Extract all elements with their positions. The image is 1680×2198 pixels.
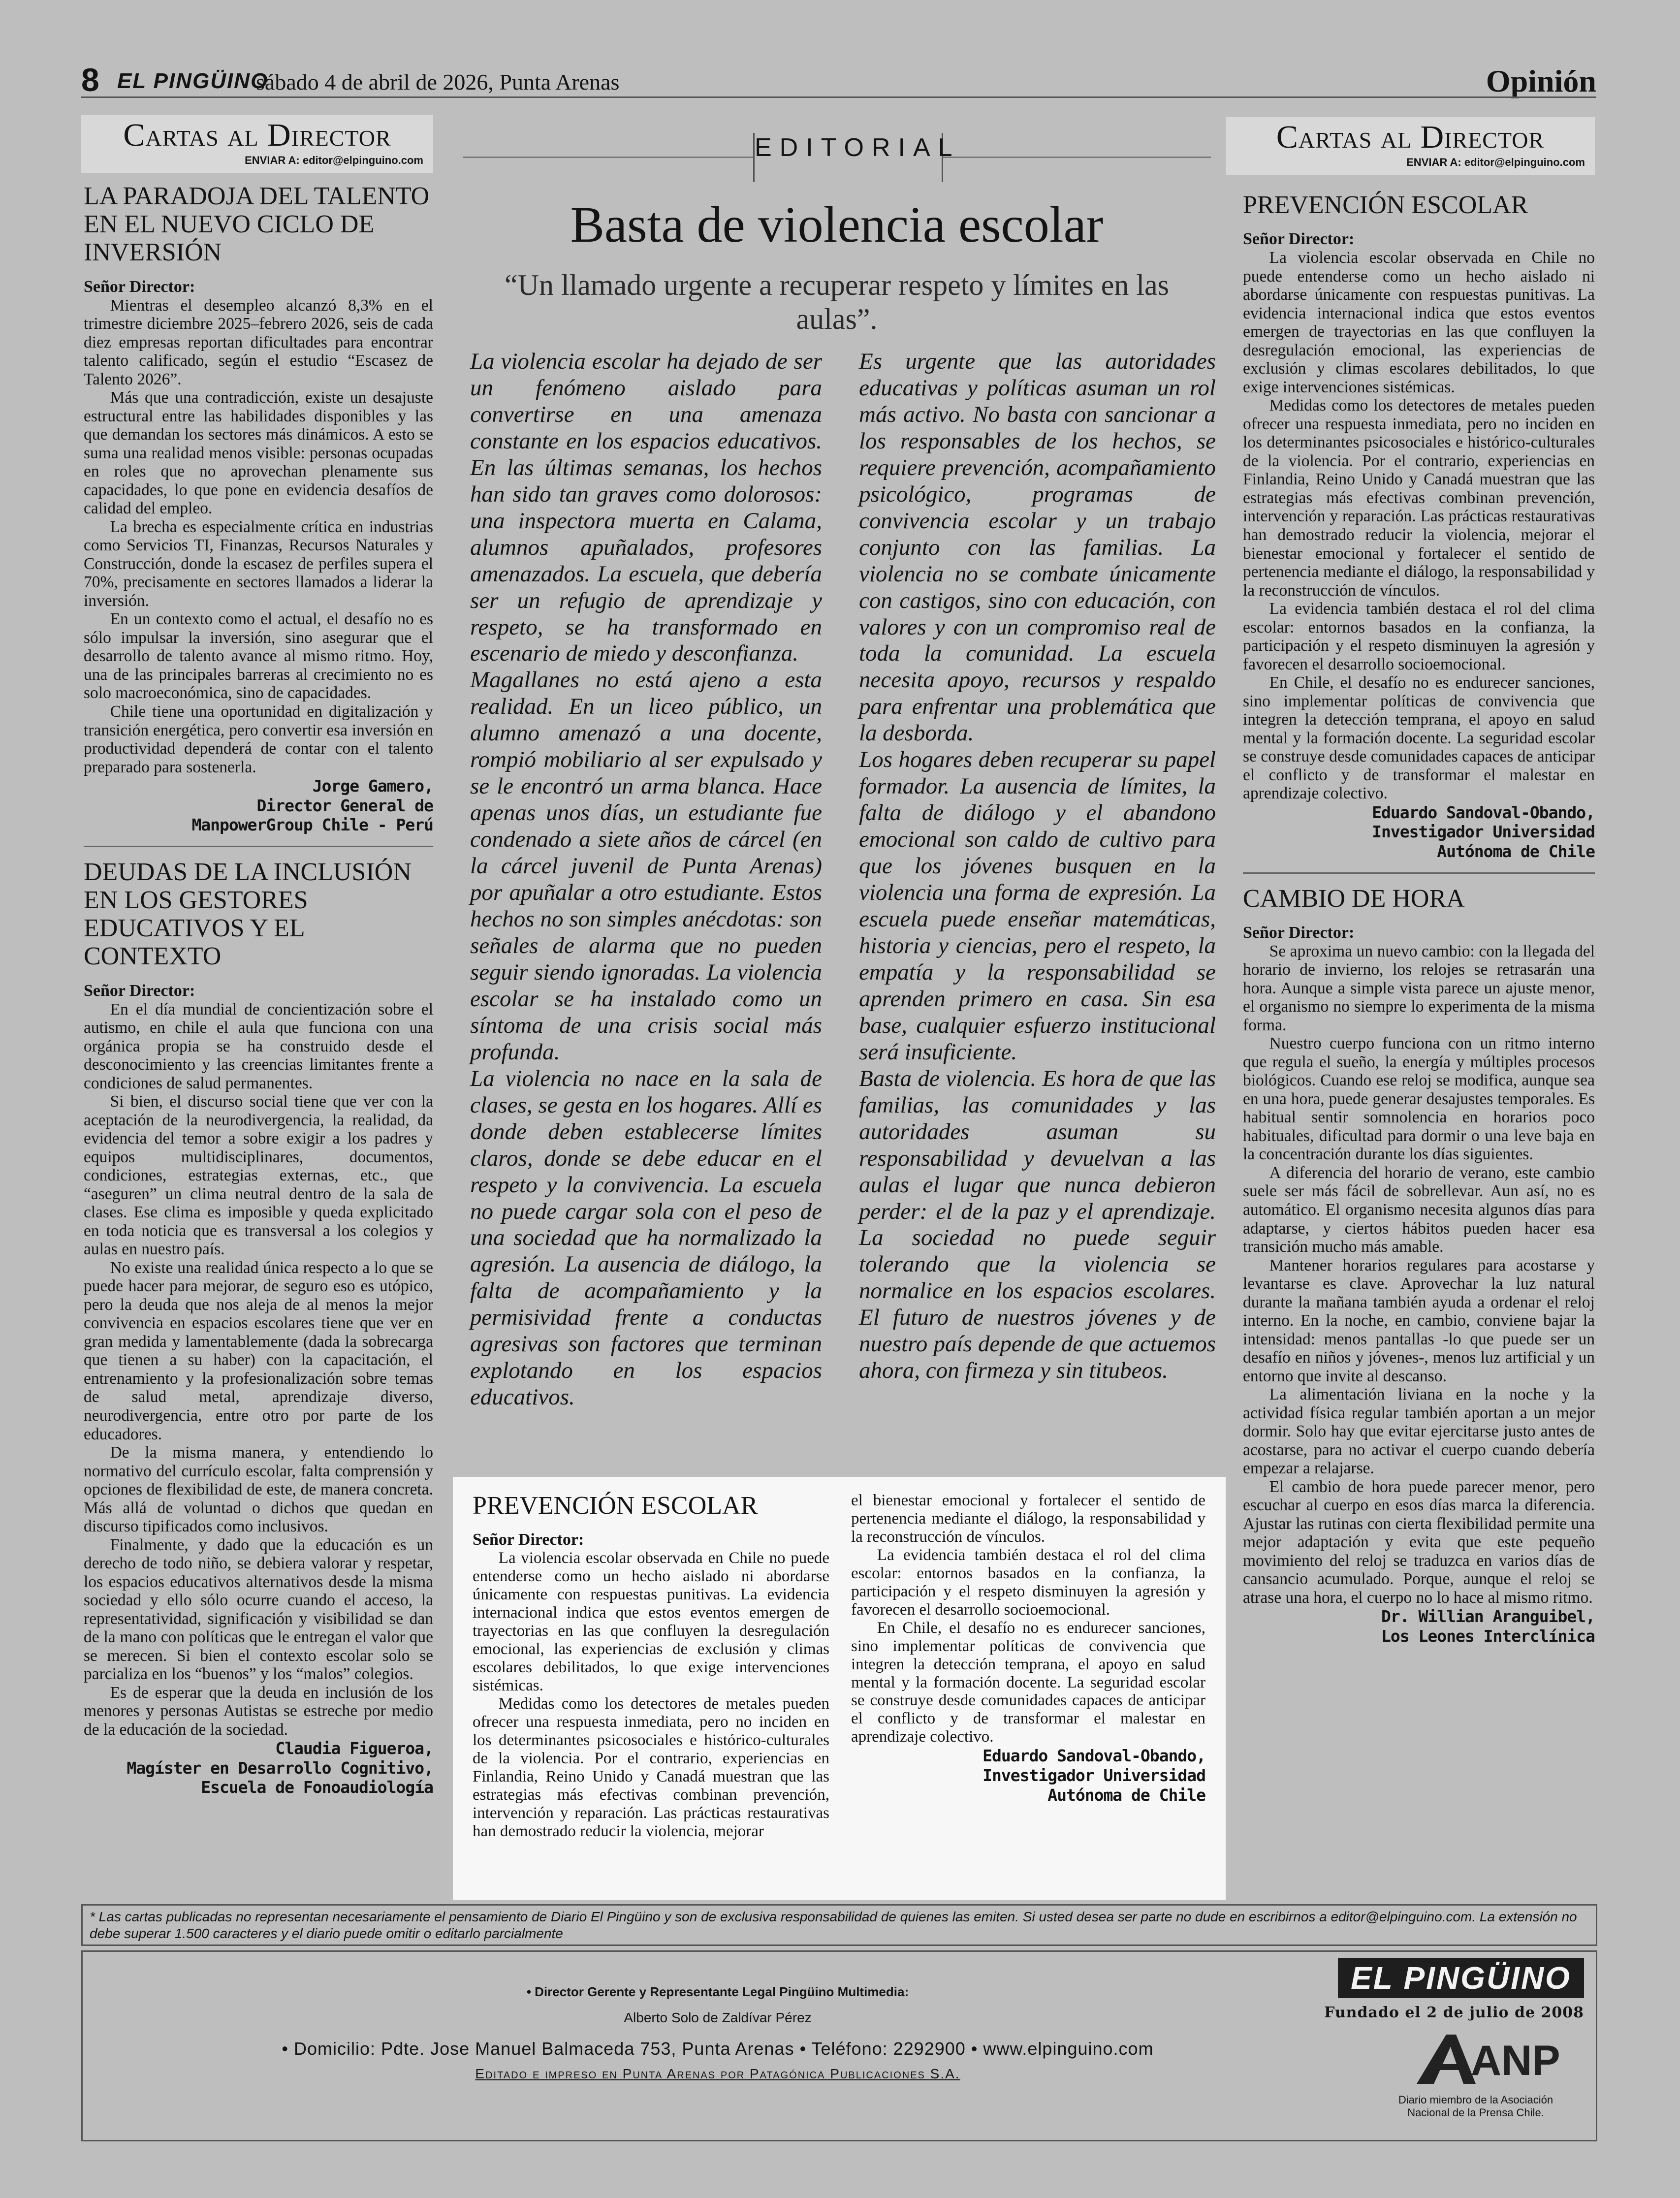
editorial-paragraph: La violencia no nace en la sala de clases, se gesta en los hogares. Allí es donde deben establecerse límites claros, donde se debe educar en el respeto y la convivencia. La escuela no puede cargar sola con el peso de una sociedad que ha normalizado la agresión. La ausencia de diálogo, la falta de acompañamiento y la permisividad frente a conductas agresivas son factores que terminan explotando en los espacios educativos.: [470, 1065, 822, 1410]
letter-salutation: Señor Director:: [84, 981, 195, 1000]
right-letters-column: [1243, 191, 1595, 1646]
inset-paragraph: La violencia escolar observada en Chile no puede entenderse como un hecho aislado ni abordarse únicamente con respuestas punitivas. La evidencia internacional indica que estos eventos emergen de trayectorias en las que confluyen la desregulación emocional, las experiencias de exclusión y climas escolares debilitados, lo que exige intervenciones sistémicas.: [473, 1549, 829, 1694]
letter-title: CAMBIO DE HORA: [1243, 884, 1465, 913]
inset-paragraph: el bienestar emocional y fortalecer el sentido de pertenencia mediante el diálogo, la responsabilidad y la reconstrucción de vínculos.: [851, 1492, 1205, 1546]
inset-paragraph: En Chile, el desafío no es endurecer sanciones, sino implementar políticas de convivencia que integren la detección temprana, el apoyo en salud mental y la formación docente. La seguridad escolar se construye desde comunidades capaces de anticipar el conflicto y de transformar el malestar en aprendizaje colectivo.: [851, 1619, 1205, 1746]
letter-paragraph: Mientras el desempleo alcanzó 8,3% en el trimestre diciembre 2025–febrero 2026, seis de cada diez empresas reportan dificultades para encontrar talento calificado, según el estudio “Escasez de Talento 2026”.: [84, 296, 433, 388]
anp-caption: Diario miembro de la Asociación Nacional de la Prensa Chile.: [1398, 2094, 1553, 2119]
inset-signature: [851, 1746, 1205, 1805]
letter-paragraph: Medidas como los detectores de metales pueden ofrecer una respuesta inmediata, pero no inciden en los determinantes psicosociales e histórico-culturales de la violencia. Por el contrario, experiencias en Finlandia, Reino Unido y Canadá muestran que las estrategias más efectivas combinan prevención, intervención y reparación. Las prácticas restaurativas han demostrado reducir la violencia, mejorar el bienestar emocional y fortalecer el sentido de pertenencia mediante el diálogo, la responsabilidad y la reconstrucción de vínculos.: [1243, 396, 1595, 600]
footer-box: [81, 1950, 1597, 2141]
letter-paragraph: En Chile, el desafío no es endurecer sanciones, sino implementar políticas de convivencia que integren la detección temprana, el apoyo en salud mental y la formación docente. La seguridad escolar se construye desde comunidades capaces de anticipar el conflicto y de transformar el malestar en aprendizaje colectivo.: [1243, 673, 1595, 803]
letter-paragraph: La evidencia también destaca el rol del clima escolar: entornos basados en la confianza, la participación y el respeto disminuyen la agresión y favorecen el desarrollo socioemocional.: [1243, 600, 1595, 673]
letter-signature: [1243, 1607, 1595, 1646]
signature-line: Escuela de Fonoaudiología: [201, 1778, 433, 1797]
left-letters-column: [84, 182, 433, 1797]
letter-salutation: Señor Director:: [1243, 230, 1355, 249]
signature-line: Dr. Willian Aranguibel,: [1381, 1607, 1595, 1626]
signature-line: ManpowerGroup Chile - Perú: [191, 815, 433, 835]
divider: [84, 846, 433, 847]
signature-line: Los Leones Interclínica: [1381, 1626, 1595, 1646]
divider: [1243, 872, 1595, 874]
signature-line: Investigador Universidad: [983, 1765, 1205, 1785]
section-title: Opinión: [1486, 64, 1596, 98]
letter-signature: [84, 776, 433, 835]
editorial-paragraph: Basta de violencia. Es hora de que las familias, las comunidades y las autoridades asuman su responsabilidad y devuelvan a las aulas el lugar que nunca debieron perder: el de la paz y el aprendizaje. La sociedad no puede seguir tolerando que la violencia se normalice en los espacios escolares. El futuro de nuestros jóvenes y de nuestro país depende de que actuemos ahora, con firmeza y sin titubeos.: [859, 1065, 1216, 1384]
founded-date: Fundado el 2 de julio de 2008: [1324, 2004, 1584, 2021]
printed-by: Editado e impreso en Punta Arenas por Patagónica Publicaciones S.A.: [475, 2066, 960, 2081]
letter-signature: [1243, 803, 1595, 861]
inset-columns: [473, 1492, 1206, 1841]
letter-signature: [84, 1739, 433, 1797]
letter-title: DEUDAS DE LA INCLUSIÓN EN LOS GESTORES EDUCATIVOS Y EL CONTEXTO: [84, 858, 412, 971]
inset-title: PREVENCIÓN ESCOLAR: [473, 1492, 758, 1520]
signature-line: Jorge Gamero,: [312, 776, 433, 796]
letters-header-title: Cartas al Director: [123, 117, 391, 153]
anp-logo-icon: [1412, 2030, 1560, 2089]
signature-line: Autónoma de Chile: [1437, 841, 1595, 861]
page-number: 8: [81, 62, 99, 98]
inset-letter-box: [453, 1477, 1226, 1900]
letter-title: PREVENCIÓN ESCOLAR: [1243, 191, 1528, 219]
letter-paragraph: Es de esperar que la deuda en inclusión de los menores y personas Autistas se estreche por medio de la educación de la sociedad.: [84, 1683, 433, 1739]
letters-header-right: [1226, 117, 1595, 175]
editorial-paragraph: Los hogares deben recuperar su papel formador. La ausencia de límites, la falta de diálogo y el abandono emocional son caldo de cultivo para que los jóvenes busquen en la violencia una forma de expresión. La escuela puede enseñar matemáticas, historia y ciencias, pero el respeto, la empatía y la responsabilidad se aprenden primero en casa. Sin esa base, cualquier esfuerzo institucional será insuficiente.: [859, 747, 1216, 1065]
letter-paragraph: A diferencia del horario de verano, este cambio suele ser más fácil de sobrellevar. Aun así, no es automático. El organismo necesita algunos días para adaptarse, y ciertos hábitos pueden hacer esa transición mucho más amable.: [1243, 1163, 1595, 1256]
editorial-paragraph: Es urgente que las autoridades educativas y políticas asuman un rol más activo. No basta con sancionar a los responsables de los hechos, se requiere prevención, acompañamiento psicológico, programas de convivencia escolar y un trabajo conjunto con las familias. La violencia no se combate únicamente con castigos, sino con educación, con valores y con un compromiso real de toda la comunidad. La escuela necesita apoyo, recursos y respaldo para enfrentar una problemática que la desborda.: [859, 349, 1216, 746]
letter-paragraph: En un contexto como el actual, el desafío no es sólo impulsar la inversión, sino asegurar que el desarrollo de talento avance al mismo ritmo. Hoy, una de las principales barreras al crecimiento no es solo macroeconómica, sino de capacidades.: [84, 610, 433, 702]
letter-paragraph: El cambio de hora puede parecer menor, pero escuchar al cuerpo en esos días marca la diferencia. Ajustar las rutinas con cierta flexibilidad permite una mejor adaptación y evita que este pequeño movimiento del reloj se traduzca en varios días de cansancio acumulado. Porque, aunque el reloj se atrase una hora, el cuerpo no lo hace al mismo ritmo.: [1243, 1477, 1595, 1607]
inset-salutation: Señor Director:: [473, 1530, 584, 1549]
letters-header-title: Cartas al Director: [1276, 119, 1545, 155]
date-line: sábado 4 de abril de 2026, Punta Arenas: [256, 69, 620, 95]
editorial-tag: EDITORIAL: [753, 133, 943, 182]
anp-logo-letters: ANP: [1471, 2037, 1560, 2084]
inset-paragraph: La evidencia también destaca el rol del clima escolar: entornos basados en la confianza, la participación y el respeto disminuyen la agresión y favorecen el desarrollo socioemocional.: [851, 1546, 1205, 1619]
director-label: • Director Gerente y Representante Legal Pingüino Multimedia:: [526, 1984, 909, 1999]
letter-paragraph: La brecha es especialmente crítica en industrias como Servicios TI, Finanzas, Recursos Naturales y Construcción, donde la escasez de perfiles supera el 70%, precisamente en sectores llamados a liderar la inversión.: [84, 517, 433, 610]
footer-brand-logo: EL PINGÜINO: [1338, 1958, 1584, 1998]
letter-paragraph: Nuestro cuerpo funciona con un ritmo interno que regula el sueño, la energía y múltiples procesos biológicos. Cuando ese reloj se modifica, aunque sea en una hora, puede generar desajustes temporales. Es habitual sentir somnolencia en horarios poco habituales, dificultad para dormir o una leve baja en la concentración durante los días siguientes.: [1243, 1034, 1595, 1164]
letter-paragraph: Más que una contradicción, existe un desajuste estructural entre las habilidades disponibles y las que demandan los sectores más dinámicos. A esto se suma una realidad menos visible: personas ocupadas en roles que no aprovechan plenamente sus capacidades, lo que pone en evidencia desafíos de calidad del empleo.: [84, 388, 433, 518]
letter-paragraph: Mantener horarios regulares para acostarse y levantarse es clave. Aprovechar la luz natural durante la mañana también ayuda a ordenar el reloj interno. En la noche, en cambio, conviene bajar la intensidad: menos pantallas -lo que puede ser un desafío en niños y jóvenes-, menos luz artificial y un entorno que invite al descanso.: [1243, 1256, 1595, 1385]
editorial-column-1: [470, 349, 822, 1411]
letters-header-email: ENVIAR A: editor@elpinguino.com: [245, 154, 423, 167]
brand-logo: EL PINGÜINO: [117, 69, 269, 93]
address-line: • Domicilio: Pdte. Jose Manuel Balmaceda 753, Punta Arenas • Teléfono: 2292900 • www.elpinguino.com: [282, 2039, 1154, 2059]
signature-line: Magíster en Desarrollo Cognitivo,: [127, 1758, 433, 1778]
inset-paragraph: Medidas como los detectores de metales pueden ofrecer una respuesta inmediata, pero no inciden en los determinantes psicosociales e histórico-culturales de la violencia. Por el contrario, experiencias en Finlandia, Reino Unido y Canadá muestran que las estrategias más efectivas combinan prevención, intervención y reparación. Las prácticas restaurativas han demostrado reducir la violencia, mejorar: [473, 1694, 829, 1840]
letters-disclaimer: * Las cartas publicadas no representan necesariamente el pensamiento de Diario El Pingüino y son de exclusiva responsabilidad de quienes las emiten. Si usted desea ser parte no dude en escribirnos a editor@elpinguino.com. La extensión no debe superar 1.500 caracteres y el diario puede omitir o editarlo parcialmente: [81, 1904, 1597, 1946]
letter-paragraph: Si bien, el discurso social tiene que ver con la aceptación de la neurodivergencia, la realidad, da evidencia del temor a sobre exigir a los padres y equipos multidisciplinares, documentos, condiciones, estrategias externas, etc., que “aseguren” un clima neutral dentro de la sala de clases. Ese clima es imposible y queda explicitado en toda noticia que es transversal a los colegios y aulas en nuestro país.: [84, 1092, 433, 1259]
signature-line: Director General de: [256, 796, 433, 815]
letter-title: LA PARADOJA DEL TALENTO EN EL NUEVO CICLO DE INVERSIÓN: [84, 182, 430, 267]
letter-paragraph: Chile tiene una oportunidad en digitalización y transición energética, pero convertir esa inversión en productividad dependerá de contar con el talento preparado para sostenerla.: [84, 702, 433, 776]
editorial-paragraph: Magallanes no está ajeno a esta realidad. En un liceo público, un alumno amenazó a una docente, rompió mobiliario al ser expulsado y se le encontró un arma blanca. Hace apenas unos días, un estudiante fue condenado a siete años de cárcel (en la cárcel juvenil de Punta Arenas) por apuñalar a otro estudiante. Estos hechos no son simples anécdotas: son señales de alarma que no pueden seguir siendo ignoradas. La violencia escolar se ha instalado como un síntoma de una crisis social más profunda.: [470, 667, 822, 1065]
letter-paragraph: De la misma manera, y entendiendo lo normativo del currículo escolar, falta comprensión y opciones de flexibilidad de este, de manera concreta. Más allá de voluntad o dichos que quedan en discurso tipificados como inclusivos.: [84, 1443, 433, 1536]
letter-salutation: Señor Director:: [84, 277, 195, 296]
signature-line: Autónoma de Chile: [1047, 1785, 1205, 1805]
editorial-column-2: [859, 349, 1216, 1384]
editorial-title: Basta de violencia escolar: [570, 196, 1104, 253]
signature-line: Investigador Universidad: [1372, 822, 1595, 842]
letters-header-left: [81, 115, 433, 173]
signature-line: Eduardo Sandoval-Obando,: [983, 1746, 1205, 1766]
inset-column-1: [473, 1492, 829, 1841]
inset-column-2: [851, 1492, 1205, 1841]
header-rule: [81, 96, 1596, 98]
signature-line: Eduardo Sandoval-Obando,: [1372, 802, 1595, 822]
letter-paragraph: La alimentación liviana en la noche y la actividad física regular también aportan a un mejor dormir. Solo hay que evitar ejercitarse justo antes de acostarse, para no activar el cuerpo cuando debería empezar a relajarse.: [1243, 1385, 1595, 1478]
editorial-subtitle: “Un llamado urgente a recuperar respeto y límites en las aulas”.: [504, 269, 1170, 335]
letter-paragraph: La violencia escolar observada en Chile no puede entenderse como un hecho aislado ni abordarse únicamente con respuestas punitivas. La evidencia internacional indica que estos eventos emergen de trayectorias en las que confluyen la desregulación emocional, las experiencias de exclusión y climas escolares debilitados, lo que exige intervenciones sistémicas.: [1243, 249, 1595, 396]
letter-paragraph: No existe una realidad única respecto a lo que se puede hacer para mejorar, de seguro eso es utópico, pero la deuda que nos aleja de al menos la mejor convivencia en espacios escolares tiene que ver en gran medida y lamentablemente (dada la sobrecarga que tienen a su haber) con la capacitación, el entrenamiento y la profesionalización sobre temas de salud metal, aprendizaje diverso, neurodivergencia, entre otro por parte de los educadores.: [84, 1258, 433, 1443]
letters-header-email: ENVIAR A: editor@elpinguino.com: [1406, 156, 1585, 169]
letter-paragraph: Finalmente, y dado que la educación es un derecho de todo niño, se debiera valorar y respetar, los espacios educativos alternativos desde la misma sociedad y ello sólo ocurre cuando el acceso, la representatividad, significación y visibilidad se dan de la mano con políticas que le entregan el valor que se merecen. Si bien el contexto escolar solo se parcializa en los “buenos” y los “malos” colegios.: [84, 1535, 433, 1684]
letter-paragraph: Se aproxima un nuevo cambio: con la llegada del horario de invierno, los relojes se retrasarán una hora. Aunque a simple vista parece un ajuste menor, el organismo no siempre lo experimenta de la misma forma.: [1243, 942, 1595, 1034]
signature-line: Claudia Figueroa,: [275, 1739, 433, 1758]
director-name: Alberto Solo de Zaldívar Pérez: [624, 2010, 812, 2025]
letter-paragraph: En el día mundial de concientización sobre el autismo, en chile el aula que funciona con una orgánica propia se ha construido desde el desconocimiento y las creencias limitantes frente a condiciones de salud permanentes.: [84, 1000, 433, 1092]
letter-salutation: Señor Director:: [1243, 923, 1355, 942]
editorial-paragraph: La violencia escolar ha dejado de ser un fenómeno aislado para convertirse en una amenaza constante en los espacios educativos. En las últimas semanas, los hechos han sido tan graves como dolorosos: una inspectora muerta en Calama, alumnos apuñalados, profesores amenazados. La escuela, que debería ser un refugio de aprendizaje y respeto, se ha transformado en escenario de miedo y desconfianza.: [470, 349, 822, 667]
